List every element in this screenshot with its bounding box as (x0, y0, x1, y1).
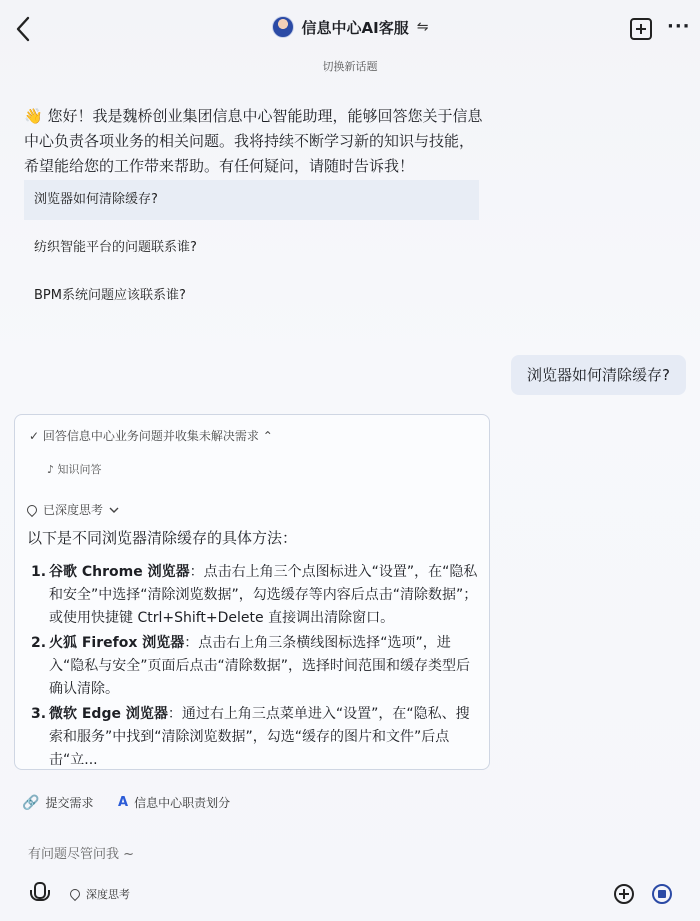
a-logo-icon: A (118, 795, 129, 810)
duties-button[interactable] (118, 794, 230, 811)
user-message-bubble: 浏览器如何清除缓存? (511, 355, 686, 395)
add-icon[interactable] (614, 884, 634, 904)
header (0, 0, 700, 56)
suggestion-item[interactable]: 浏览器如何清除缓存? (24, 180, 479, 220)
task-status-text: 回答信息中心业务问题并收集未解决需求 (42, 429, 259, 443)
submit-request-label: 提交需求 (45, 796, 94, 810)
greeting-text: 您好！我是魏桥创业集团信息中心智能助理，能够回答您关于信息中心负责各项业务的相关问题。我将持续不断学习新的知识与技能，希望能给您的工作带来帮助。有任何疑问，请随时告诉我！ (24, 107, 483, 175)
step-text: ：通过右上角三点菜单进入“设置”，在“隐私、搜索和服务”中找到“清除浏览数据”，勾选“缓存的图片和文件”后点击“立... (49, 706, 470, 768)
deep-think-label: 深度思考 (86, 888, 130, 901)
browser-name: 火狐 Firefox 浏览器 (49, 635, 185, 651)
suggestion-item[interactable]: BPM系统问题应该联系谁? (34, 288, 186, 303)
greeting-message (24, 104, 484, 179)
answer-intro: 以下是不同浏览器清除缓存的具体方法： (27, 529, 298, 547)
suggestion-item[interactable]: 纺织智能平台的问题联系谁? (34, 240, 197, 255)
step-number: 2. (31, 635, 47, 651)
browser-name: 谷歌 Chrome 浏览器 (49, 564, 190, 580)
step-number: 3. (31, 706, 47, 722)
title-area[interactable] (0, 16, 700, 38)
wave-icon: 👋 (24, 107, 43, 125)
check-icon: ✓ (29, 429, 40, 443)
location-pin-icon (25, 502, 39, 516)
deep-thought-toggle[interactable] (27, 501, 119, 518)
chevron-down-icon (109, 506, 119, 514)
deep-thought-text: 已深度思考 (43, 503, 104, 517)
message-input[interactable]: 有问题尽管问我 ~ (28, 847, 135, 862)
step-text: ：点击右上角三个点图标进入“设置”，在“隐私和安全”中选择“清除浏览数据”，勾选缓存等内容后点击“清除数据”；或使用快捷键 Ctrl+Shift+Delete 直接调出清除窗口。 (49, 564, 478, 626)
step-text: ：点击右上角三条横线图标选择“选项”，进入“隐私与安全”页面后点击“清除数据”，选择时间范围和缓存类型后确认清除。 (49, 635, 471, 697)
knowledge-step (47, 461, 102, 477)
page-title: 信息中心AI客服 (301, 18, 409, 37)
step-item (31, 703, 481, 772)
chevron-up-icon: ⌃ (262, 429, 273, 443)
stop-icon[interactable] (652, 884, 672, 904)
new-topic-button[interactable]: 切换新话题 (322, 60, 378, 73)
step-item (31, 561, 481, 630)
step-number: 1. (31, 564, 47, 580)
bot-avatar (272, 16, 294, 38)
step-icon: ♪ (47, 463, 55, 476)
submit-request-button[interactable] (22, 794, 93, 811)
deep-think-toggle[interactable] (70, 886, 130, 902)
new-chat-icon[interactable] (630, 18, 652, 40)
browser-name: 微软 Edge 浏览器 (49, 706, 168, 722)
step-item (31, 632, 481, 701)
more-icon[interactable]: ··· (667, 16, 691, 37)
location-pin-icon (68, 887, 82, 901)
link-icon: 🔗 (22, 794, 40, 811)
duties-label: 信息中心职责划分 (134, 796, 231, 810)
task-status[interactable] (29, 427, 273, 444)
answer-steps (31, 561, 481, 774)
microphone-icon[interactable] (30, 882, 46, 904)
swap-icon[interactable]: ⇋ (416, 19, 429, 35)
knowledge-text: 知识问答 (57, 463, 102, 476)
answer-card (14, 414, 490, 770)
